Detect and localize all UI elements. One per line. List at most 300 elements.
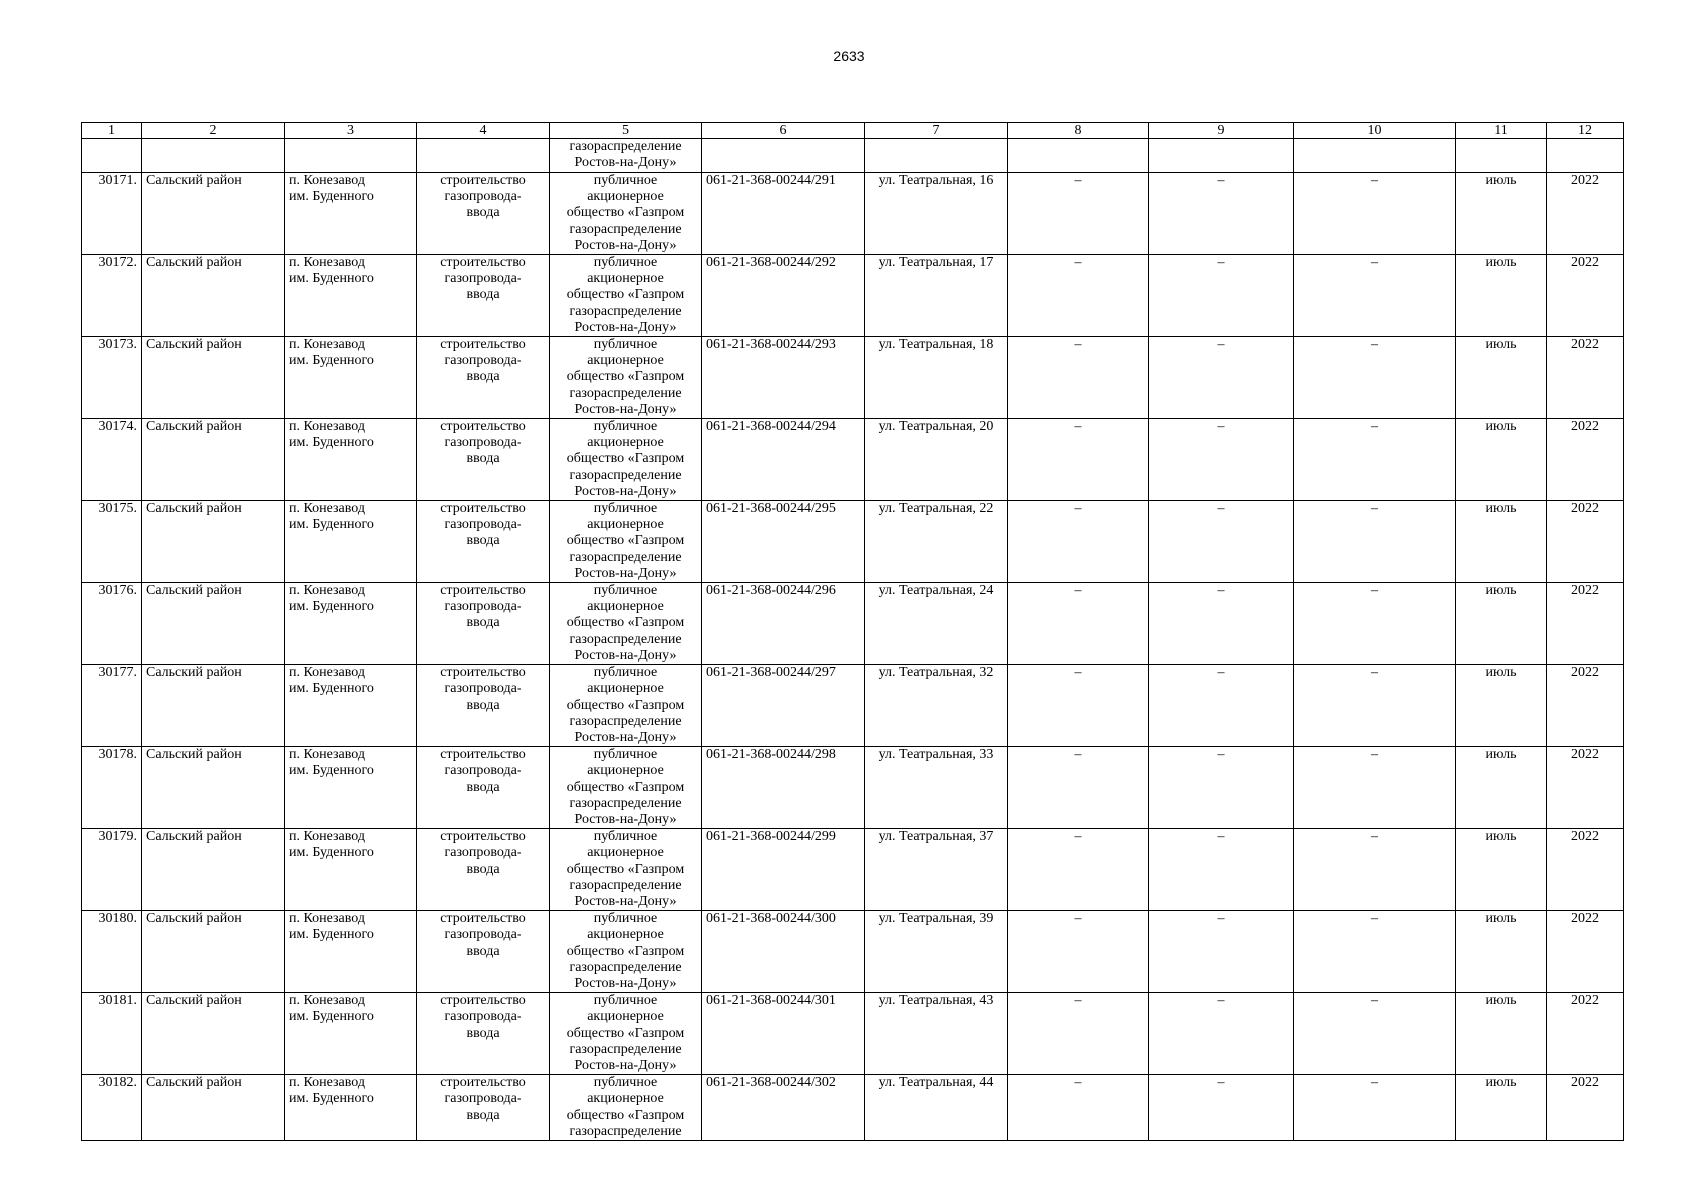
cell-district: Сальский район	[142, 1075, 285, 1141]
cell-work	[417, 747, 550, 829]
table-row	[82, 501, 1624, 583]
column-number: 5	[550, 123, 702, 139]
cell-locality	[285, 419, 417, 501]
cell-year: 2022	[1547, 583, 1624, 665]
locality-line: им. Буденного	[289, 927, 374, 943]
org-line: газораспределение	[569, 385, 682, 401]
locality-line: им. Буденного	[289, 763, 374, 779]
cell-work	[417, 501, 550, 583]
cell-num: 30178.	[82, 747, 142, 829]
cell-locality	[285, 501, 417, 583]
cell-num: 30181.	[82, 993, 142, 1075]
cell-code: 061-21-368-00244/295	[702, 501, 865, 583]
cell-month: июль	[1456, 665, 1547, 747]
cell-c9: –	[1149, 337, 1294, 419]
cell-locality	[285, 1075, 417, 1141]
cell-locality	[285, 665, 417, 747]
table-row	[82, 829, 1624, 911]
cell-c10: –	[1294, 911, 1456, 993]
locality-line: им. Буденного	[289, 681, 374, 697]
cell-address: ул. Театральная, 20	[865, 419, 1008, 501]
org-line: публичное	[593, 993, 658, 1009]
cell-year	[1547, 139, 1624, 173]
cell-c8: –	[1008, 501, 1149, 583]
cell-address: ул. Театральная, 39	[865, 911, 1008, 993]
org-line: общество «Газпром	[566, 533, 685, 549]
cell-address: ул. Театральная, 17	[865, 255, 1008, 337]
org-line: общество «Газпром	[566, 697, 685, 713]
cell-c8: –	[1008, 255, 1149, 337]
cell-c9: –	[1149, 255, 1294, 337]
org-line: публичное	[593, 255, 658, 271]
work-line: строительство	[440, 173, 526, 188]
column-number: 7	[865, 123, 1008, 139]
cell-work	[417, 1075, 550, 1141]
cell-organization	[550, 419, 702, 501]
cell-district: Сальский район	[142, 911, 285, 993]
work-line: строительство	[440, 501, 526, 517]
cell-c9: –	[1149, 419, 1294, 501]
column-number: 11	[1456, 123, 1547, 139]
work-line: газопровода-	[444, 435, 522, 451]
org-line: общество «Газпром	[566, 369, 685, 385]
org-line: акционерное	[587, 517, 664, 533]
cell-c8: –	[1008, 419, 1149, 501]
org-line: акционерное	[587, 681, 664, 697]
cell-address	[865, 139, 1008, 173]
locality-line: им. Буденного	[289, 599, 374, 615]
cell-c9: –	[1149, 747, 1294, 829]
cell-c10: –	[1294, 665, 1456, 747]
table-row	[82, 337, 1624, 419]
cell-district: Сальский район	[142, 255, 285, 337]
cell-organization	[550, 173, 702, 255]
cell-month: июль	[1456, 747, 1547, 829]
org-line: общество «Газпром	[566, 779, 685, 795]
table-row	[82, 1075, 1624, 1141]
cell-year: 2022	[1547, 665, 1624, 747]
cell-month: июль	[1456, 1075, 1547, 1141]
org-line: общество «Газпром	[566, 615, 685, 631]
org-line: газораспределение	[569, 467, 682, 483]
column-number-row	[82, 123, 1624, 139]
cell-organization	[550, 583, 702, 665]
cell-c10: –	[1294, 173, 1456, 255]
org-line: публичное	[593, 501, 658, 517]
locality-line: п. Конезавод	[289, 829, 365, 845]
locality-line: п. Конезавод	[289, 501, 365, 517]
work-line: строительство	[440, 829, 526, 845]
cell-code: 061-21-368-00244/300	[702, 911, 865, 993]
cell-c10: –	[1294, 747, 1456, 829]
cell-num: 30174.	[82, 419, 142, 501]
table-row	[82, 911, 1624, 993]
cell-code: 061-21-368-00244/298	[702, 747, 865, 829]
locality-line: п. Конезавод	[289, 1075, 365, 1091]
cell-year: 2022	[1547, 747, 1624, 829]
org-line: Ростов-на-Дону»	[574, 401, 677, 417]
work-line: ввода	[466, 861, 500, 877]
cell-c9: –	[1149, 583, 1294, 665]
work-line: газопровода-	[444, 517, 522, 533]
org-line: публичное	[593, 665, 658, 681]
locality-line: им. Буденного	[289, 189, 374, 205]
work-line: ввода	[466, 1107, 500, 1123]
org-line: общество «Газпром	[566, 287, 685, 303]
cell-work	[417, 337, 550, 419]
cell-organization	[550, 747, 702, 829]
org-line: газораспределение	[569, 1041, 682, 1057]
cell-num: 30176.	[82, 583, 142, 665]
cell-c10: –	[1294, 1075, 1456, 1141]
cell-month: июль	[1456, 419, 1547, 501]
column-number: 4	[417, 123, 550, 139]
org-line: акционерное	[587, 271, 664, 287]
work-line: газопровода-	[444, 763, 522, 779]
org-line: газораспределение	[569, 303, 682, 319]
cell-address: ул. Театральная, 22	[865, 501, 1008, 583]
org-line: публичное	[593, 337, 658, 353]
cell-locality	[285, 993, 417, 1075]
cell-district: Сальский район	[142, 829, 285, 911]
cell-locality	[285, 139, 417, 173]
cell-year: 2022	[1547, 911, 1624, 993]
cell-c9: –	[1149, 665, 1294, 747]
cell-district: Сальский район	[142, 337, 285, 419]
cell-district: Сальский район	[142, 583, 285, 665]
org-line: публичное	[593, 829, 658, 845]
cell-c8: –	[1008, 665, 1149, 747]
cell-c8: –	[1008, 583, 1149, 665]
cell-num: 30180.	[82, 911, 142, 993]
cell-year: 2022	[1547, 173, 1624, 255]
work-line: ввода	[466, 369, 500, 385]
org-line: акционерное	[587, 927, 664, 943]
locality-line: им. Буденного	[289, 353, 374, 369]
column-number: 10	[1294, 123, 1456, 139]
cell-c10: –	[1294, 993, 1456, 1075]
table-row	[82, 993, 1624, 1075]
cell-num: 30179.	[82, 829, 142, 911]
work-line: ввода	[466, 287, 500, 303]
work-line: газопровода-	[444, 1091, 522, 1107]
cell-locality	[285, 337, 417, 419]
cell-c8	[1008, 139, 1149, 173]
cell-organization	[550, 1075, 702, 1141]
cell-work	[417, 583, 550, 665]
column-number: 6	[702, 123, 865, 139]
locality-line: п. Конезавод	[289, 255, 365, 271]
cell-year: 2022	[1547, 255, 1624, 337]
org-line: публичное	[593, 419, 658, 435]
org-line: газораспределение	[569, 959, 682, 975]
cell-work	[417, 665, 550, 747]
cell-organization	[550, 911, 702, 993]
org-line: Ростов-на-Дону»	[574, 729, 677, 745]
cell-c8: –	[1008, 1075, 1149, 1141]
org-line: газораспределение	[569, 1123, 682, 1139]
cell-num: 30175.	[82, 501, 142, 583]
table-row	[82, 665, 1624, 747]
cell-c10: –	[1294, 501, 1456, 583]
work-line: ввода	[466, 943, 500, 959]
work-line: газопровода-	[444, 1009, 522, 1025]
work-line: строительство	[440, 255, 526, 271]
org-line: Ростов-на-Дону»	[574, 319, 677, 335]
cell-organization	[550, 829, 702, 911]
org-line: публичное	[593, 1075, 658, 1091]
cell-address: ул. Театральная, 32	[865, 665, 1008, 747]
cell-code: 061-21-368-00244/299	[702, 829, 865, 911]
cell-work	[417, 173, 550, 255]
column-number: 3	[285, 123, 417, 139]
cell-year: 2022	[1547, 419, 1624, 501]
cell-work	[417, 911, 550, 993]
org-line: акционерное	[587, 435, 664, 451]
cell-year: 2022	[1547, 337, 1624, 419]
locality-line: п. Конезавод	[289, 419, 365, 435]
locality-line: п. Конезавод	[289, 665, 365, 681]
cell-c9: –	[1149, 993, 1294, 1075]
cell-code: 061-21-368-00244/293	[702, 337, 865, 419]
cell-month: июль	[1456, 993, 1547, 1075]
cell-c10: –	[1294, 829, 1456, 911]
cell-c10: –	[1294, 255, 1456, 337]
org-line: общество «Газпром	[566, 205, 685, 221]
table-row	[82, 583, 1624, 665]
work-line: газопровода-	[444, 845, 522, 861]
cell-num: 30171.	[82, 173, 142, 255]
org-line: акционерное	[587, 189, 664, 205]
cell-address: ул. Театральная, 16	[865, 173, 1008, 255]
work-line: ввода	[466, 697, 500, 713]
cell-district: Сальский район	[142, 747, 285, 829]
cell-month: июль	[1456, 255, 1547, 337]
cell-organization	[550, 337, 702, 419]
cell-c9	[1149, 139, 1294, 173]
continuation-row	[82, 139, 1624, 173]
cell-c10: –	[1294, 337, 1456, 419]
cell-month: июль	[1456, 829, 1547, 911]
cell-district: Сальский район	[142, 173, 285, 255]
cell-locality	[285, 911, 417, 993]
locality-line: им. Буденного	[289, 517, 374, 533]
cell-locality	[285, 583, 417, 665]
table-row	[82, 747, 1624, 829]
work-line: газопровода-	[444, 353, 522, 369]
work-line: ввода	[466, 533, 500, 549]
work-line: газопровода-	[444, 599, 522, 615]
org-line: общество «Газпром	[566, 943, 685, 959]
locality-line: п. Конезавод	[289, 993, 365, 1009]
cell-month: июль	[1456, 583, 1547, 665]
org-line: Ростов-на-Дону»	[574, 483, 677, 499]
work-line: газопровода-	[444, 189, 522, 205]
org-line: акционерное	[587, 353, 664, 369]
cell-address: ул. Театральная, 43	[865, 993, 1008, 1075]
org-line: газораспределение	[569, 795, 682, 811]
work-line: ввода	[466, 451, 500, 467]
locality-line: п. Конезавод	[289, 337, 365, 353]
org-line: общество «Газпром	[566, 1025, 685, 1041]
cell-c9: –	[1149, 829, 1294, 911]
work-line: строительство	[440, 747, 526, 763]
org-line: Ростов-на-Дону»	[574, 811, 677, 827]
cell-c9: –	[1149, 911, 1294, 993]
cell-c8: –	[1008, 993, 1149, 1075]
org-line: газораспределение	[569, 139, 682, 154]
work-line: ввода	[466, 205, 500, 221]
work-line: строительство	[440, 419, 526, 435]
column-number: 8	[1008, 123, 1149, 139]
column-number: 9	[1149, 123, 1294, 139]
cell-year: 2022	[1547, 829, 1624, 911]
org-line: Ростов-на-Дону»	[574, 647, 677, 663]
cell-organization	[550, 139, 702, 173]
cell-c8: –	[1008, 911, 1149, 993]
cell-organization	[550, 501, 702, 583]
table-row	[82, 255, 1624, 337]
cell-address: ул. Театральная, 18	[865, 337, 1008, 419]
work-line: строительство	[440, 337, 526, 353]
org-line: общество «Газпром	[566, 451, 685, 467]
cell-work	[417, 829, 550, 911]
work-line: строительство	[440, 583, 526, 599]
org-line: публичное	[593, 747, 658, 763]
cell-locality	[285, 173, 417, 255]
cell-address: ул. Театральная, 37	[865, 829, 1008, 911]
locality-line: п. Конезавод	[289, 173, 365, 188]
cell-work	[417, 419, 550, 501]
org-line: Ростов-на-Дону»	[574, 155, 677, 171]
org-line: газораспределение	[569, 713, 682, 729]
org-line: газораспределение	[569, 549, 682, 565]
cell-organization	[550, 255, 702, 337]
cell-work	[417, 993, 550, 1075]
cell-code: 061-21-368-00244/294	[702, 419, 865, 501]
cell-code: 061-21-368-00244/302	[702, 1075, 865, 1141]
work-line: строительство	[440, 1075, 526, 1091]
cell-address: ул. Театральная, 44	[865, 1075, 1008, 1141]
cell-num: 30172.	[82, 255, 142, 337]
page-number: 2633	[833, 48, 865, 64]
cell-organization	[550, 665, 702, 747]
work-line: ввода	[466, 779, 500, 795]
cell-num: 30177.	[82, 665, 142, 747]
org-line: Ростов-на-Дону»	[574, 1057, 677, 1073]
cell-district: Сальский район	[142, 993, 285, 1075]
cell-code: 061-21-368-00244/297	[702, 665, 865, 747]
org-line: акционерное	[587, 1009, 664, 1025]
cell-work	[417, 255, 550, 337]
cell-c8: –	[1008, 747, 1149, 829]
cell-district: Сальский район	[142, 501, 285, 583]
table-row	[82, 173, 1624, 255]
locality-line: им. Буденного	[289, 845, 374, 861]
cell-organization	[550, 993, 702, 1075]
registry-table	[81, 122, 1624, 1141]
cell-code: 061-21-368-00244/292	[702, 255, 865, 337]
locality-line: п. Конезавод	[289, 583, 365, 599]
locality-line: п. Конезавод	[289, 911, 365, 927]
locality-line: им. Буденного	[289, 1091, 374, 1107]
org-line: газораспределение	[569, 877, 682, 893]
org-line: публичное	[593, 173, 658, 188]
cell-locality	[285, 747, 417, 829]
locality-line: п. Конезавод	[289, 747, 365, 763]
cell-code: 061-21-368-00244/301	[702, 993, 865, 1075]
cell-address: ул. Театральная, 33	[865, 747, 1008, 829]
cell-code: 061-21-368-00244/296	[702, 583, 865, 665]
cell-c9: –	[1149, 173, 1294, 255]
cell-c8: –	[1008, 829, 1149, 911]
work-line: строительство	[440, 993, 526, 1009]
locality-line: им. Буденного	[289, 435, 374, 451]
cell-month: июль	[1456, 173, 1547, 255]
work-line: газопровода-	[444, 271, 522, 287]
cell-month: июль	[1456, 911, 1547, 993]
cell-year: 2022	[1547, 1075, 1624, 1141]
cell-code	[702, 139, 865, 173]
cell-month	[1456, 139, 1547, 173]
cell-month: июль	[1456, 501, 1547, 583]
cell-year: 2022	[1547, 993, 1624, 1075]
table-row	[82, 419, 1624, 501]
cell-code: 061-21-368-00244/291	[702, 173, 865, 255]
org-line: акционерное	[587, 1091, 664, 1107]
work-line: газопровода-	[444, 927, 522, 943]
work-line: строительство	[440, 665, 526, 681]
org-line: Ростов-на-Дону»	[574, 893, 677, 909]
cell-year: 2022	[1547, 501, 1624, 583]
cell-c10: –	[1294, 419, 1456, 501]
org-line: акционерное	[587, 845, 664, 861]
column-number: 2	[142, 123, 285, 139]
cell-num: 30182.	[82, 1075, 142, 1141]
work-line: ввода	[466, 615, 500, 631]
org-line: акционерное	[587, 763, 664, 779]
cell-num: 30173.	[82, 337, 142, 419]
cell-num	[82, 139, 142, 173]
org-line: акционерное	[587, 599, 664, 615]
locality-line: им. Буденного	[289, 1009, 374, 1025]
cell-c8: –	[1008, 337, 1149, 419]
work-line: газопровода-	[444, 681, 522, 697]
org-line: общество «Газпром	[566, 861, 685, 877]
cell-district: Сальский район	[142, 419, 285, 501]
cell-month: июль	[1456, 337, 1547, 419]
org-line: газораспределение	[569, 631, 682, 647]
cell-c10	[1294, 139, 1456, 173]
org-line: публичное	[593, 911, 658, 927]
org-line: газораспределение	[569, 221, 682, 237]
column-number: 1	[82, 123, 142, 139]
cell-c9: –	[1149, 1075, 1294, 1141]
org-line: Ростов-на-Дону»	[574, 237, 677, 253]
work-line: строительство	[440, 911, 526, 927]
cell-c8: –	[1008, 173, 1149, 255]
table-body	[82, 123, 1624, 1141]
locality-line: им. Буденного	[289, 271, 374, 287]
cell-locality	[285, 255, 417, 337]
cell-address: ул. Театральная, 24	[865, 583, 1008, 665]
cell-c10: –	[1294, 583, 1456, 665]
org-line: публичное	[593, 583, 658, 599]
org-line: Ростов-на-Дону»	[574, 565, 677, 581]
org-line: общество «Газпром	[566, 1107, 685, 1123]
cell-district	[142, 139, 285, 173]
org-line: Ростов-на-Дону»	[574, 975, 677, 991]
